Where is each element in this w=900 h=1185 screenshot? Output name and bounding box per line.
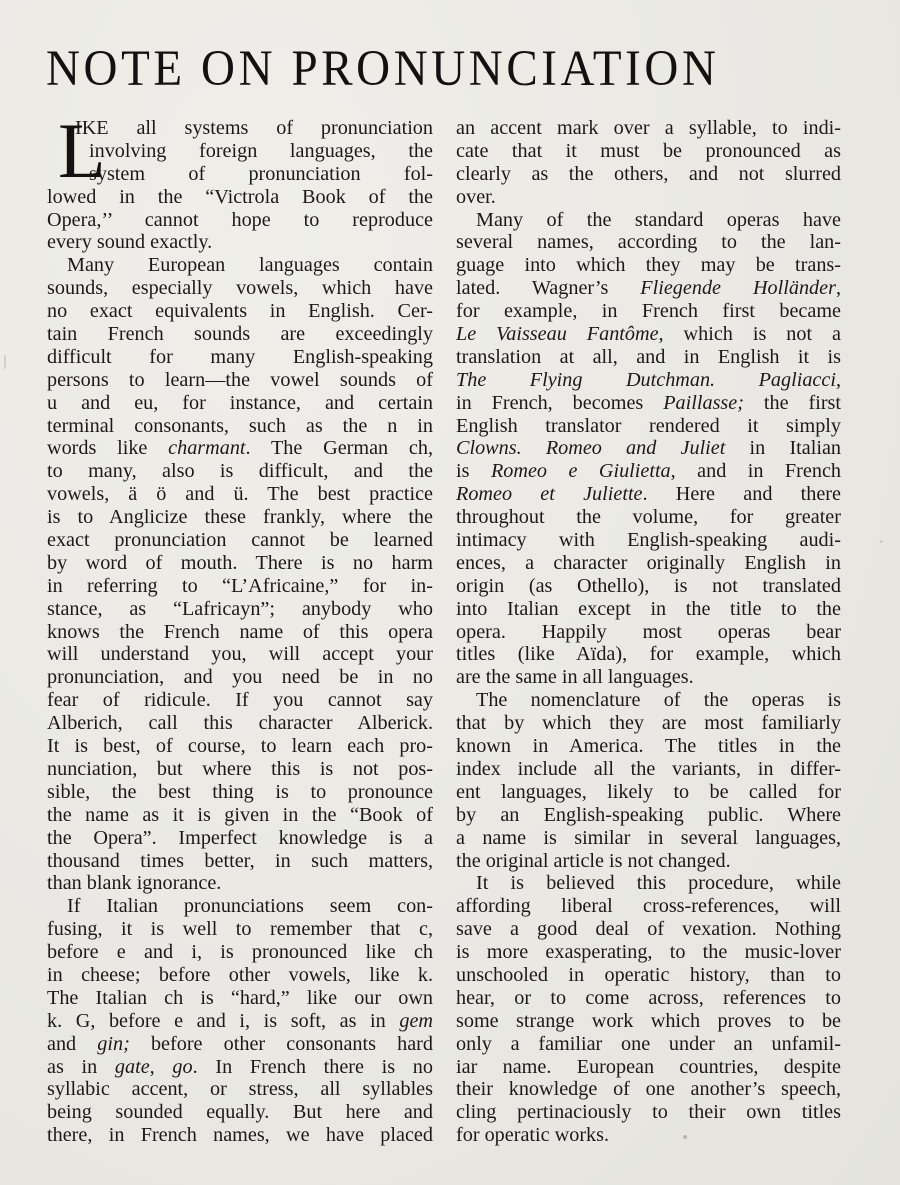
text-run: lated. Wagner’s bbox=[456, 277, 641, 300]
text-run: is to Anglicize these frankly, where the bbox=[47, 506, 433, 529]
text-line bbox=[456, 254, 841, 277]
text-line bbox=[456, 575, 841, 598]
text-line bbox=[456, 323, 841, 346]
text-line bbox=[456, 598, 841, 621]
text-run: k. G, before e and i, is soft, as in bbox=[47, 1009, 400, 1032]
text-line bbox=[456, 1101, 841, 1124]
italic-text: charmant bbox=[168, 437, 246, 460]
text-run: knows the French name of this opera bbox=[47, 620, 433, 643]
text-run: terminal consonants, such as the n in bbox=[47, 414, 433, 437]
text-line bbox=[456, 186, 841, 209]
text-line bbox=[47, 666, 433, 689]
text-run: the Opera”. Imperfect knowledge is a bbox=[47, 826, 433, 849]
text-run: syllabic accent, or stress, all syllables bbox=[47, 1078, 433, 1101]
text-run: in cheese; before other vowels, like k. bbox=[47, 963, 433, 986]
text-run: iar name. European countries, despite bbox=[456, 1055, 841, 1078]
text-line bbox=[456, 506, 841, 529]
text-line bbox=[47, 460, 433, 483]
text-run: origin (as Othello), is not translated bbox=[456, 574, 841, 597]
text-run: no exact equivalents in English. Cer- bbox=[47, 300, 433, 323]
text-run: will understand you, will accept your bbox=[47, 643, 433, 666]
text-run: . Here and there bbox=[642, 483, 841, 506]
text-run: It is believed this procedure, while bbox=[476, 872, 841, 895]
text-line bbox=[47, 529, 433, 552]
text-line bbox=[456, 1033, 841, 1056]
text-run: Alberich, call this character Alberick. bbox=[47, 712, 433, 735]
text-run: tain French sounds are exceedingly bbox=[47, 323, 433, 346]
italic-text: Romeo e Giulietta bbox=[490, 460, 671, 483]
text-run: sible, the best thing is to pronounce bbox=[47, 780, 433, 803]
text-run: English translator rendered it simply bbox=[456, 414, 841, 437]
text-line bbox=[47, 1033, 433, 1056]
left-column-text bbox=[47, 107, 433, 1147]
italic-text: Romeo et Juliette bbox=[456, 483, 643, 506]
text-run: IKE all systems of pronunciation bbox=[75, 117, 433, 139]
text-run: hear, or to come across, references to bbox=[456, 986, 841, 1009]
text-line bbox=[456, 1010, 841, 1033]
text-line bbox=[456, 987, 841, 1010]
text-line bbox=[456, 209, 841, 232]
text-line bbox=[456, 850, 841, 873]
text-run: the first bbox=[743, 391, 842, 414]
text-run: cate that it must be pronounced as bbox=[456, 139, 841, 162]
text-run: for operatic works. bbox=[456, 1124, 610, 1147]
italic-text: gin; bbox=[97, 1032, 130, 1055]
text-run: before other consonants hard bbox=[129, 1032, 433, 1055]
right-column-text bbox=[456, 117, 841, 1147]
text-run: Many of the standard operas have bbox=[476, 208, 841, 231]
text-run: exact pronunciation cannot be learned bbox=[47, 529, 433, 552]
text-run: nunciation, but where this is not pos- bbox=[47, 757, 433, 780]
text-line bbox=[456, 643, 841, 666]
text-run: ent languages, likely to be called for bbox=[456, 780, 841, 803]
text-line bbox=[47, 437, 433, 460]
text-run: stance, as “Lafricayn”; anybody who bbox=[47, 597, 433, 620]
text-run: known in America. The titles in the bbox=[456, 735, 841, 758]
text-run: clearly as the others, and not slurred bbox=[456, 162, 841, 185]
text-run: titles (like Aïda), for example, which bbox=[456, 643, 841, 666]
text-run: as in bbox=[47, 1055, 115, 1078]
left-column bbox=[47, 107, 433, 1147]
text-line bbox=[456, 392, 841, 415]
text-line bbox=[456, 163, 841, 186]
text-line bbox=[456, 827, 841, 850]
text-line bbox=[456, 1124, 841, 1147]
text-run: , bbox=[835, 277, 841, 300]
text-run: there, in French names, we have placed bbox=[47, 1124, 433, 1147]
text-line bbox=[456, 712, 841, 735]
text-run: is bbox=[456, 460, 491, 483]
text-line bbox=[47, 918, 433, 941]
text-line bbox=[47, 712, 433, 735]
text-line bbox=[456, 277, 841, 300]
italic-text: Le Vaisseau Fantôme bbox=[456, 323, 659, 346]
text-line bbox=[47, 964, 433, 987]
italic-text: Fliegende Holländer bbox=[640, 277, 836, 300]
text-run: affording liberal cross-references, will bbox=[456, 895, 841, 918]
page-title: NOTE ON PRONUNCIATION bbox=[46, 40, 720, 97]
text-run: the name as it is given in the “Book of bbox=[47, 803, 433, 826]
italic-text: gem bbox=[399, 1009, 433, 1032]
text-line bbox=[47, 1056, 433, 1079]
text-run: to many, also is difficult, and the bbox=[47, 460, 433, 483]
text-line bbox=[456, 689, 841, 712]
text-line bbox=[47, 598, 433, 621]
text-line bbox=[456, 918, 841, 941]
text-line bbox=[47, 827, 433, 850]
text-line bbox=[47, 300, 433, 323]
text-run: the original article is not changed. bbox=[456, 849, 731, 872]
text-line bbox=[47, 552, 433, 575]
text-line bbox=[456, 758, 841, 781]
text-run: . In French there is no bbox=[192, 1055, 433, 1078]
text-run: system of pronunciation fol- bbox=[89, 162, 433, 185]
text-line bbox=[456, 666, 841, 689]
text-run: fear of ridicule. If you cannot say bbox=[47, 689, 433, 712]
text-run: throughout the volume, for greater bbox=[456, 506, 841, 529]
text-run: Opera,’’ cannot hope to reproduce bbox=[47, 208, 433, 231]
text-run: , bbox=[149, 1055, 173, 1078]
text-run: by an English-speaking public. Where bbox=[456, 803, 841, 826]
text-run: u and eu, for instance, and certain bbox=[47, 391, 433, 414]
text-line bbox=[47, 231, 433, 254]
text-run: before e and i, is pronounced like ch bbox=[47, 941, 433, 964]
text-line bbox=[47, 1010, 433, 1033]
text-line bbox=[456, 415, 841, 438]
text-run: persons to learn—the vowel sounds of bbox=[47, 368, 433, 391]
text-run: in Italian bbox=[725, 437, 842, 460]
text-run: , and in French bbox=[670, 460, 841, 483]
text-line bbox=[456, 895, 841, 918]
text-line bbox=[47, 346, 433, 369]
text-run: involving foreign languages, the bbox=[89, 139, 433, 162]
text-line bbox=[456, 300, 841, 323]
text-run: every sound exactly. bbox=[47, 231, 213, 254]
text-run: save a good deal of vexation. Nothing bbox=[456, 918, 841, 941]
text-run: in referring to “L’Africaine,” for in- bbox=[47, 574, 433, 597]
text-run: The Italian ch is “hard,” like our own bbox=[47, 986, 433, 1009]
text-line bbox=[47, 1078, 433, 1101]
text-line bbox=[47, 209, 433, 232]
text-run: thousand times better, in such matters, bbox=[47, 849, 433, 872]
text-run: that by which they are most familiarly bbox=[456, 712, 841, 735]
text-run: their knowledge of one another’s speech, bbox=[456, 1078, 841, 1101]
text-line bbox=[47, 506, 433, 529]
text-run: cling pertinaciously to their own titles bbox=[456, 1101, 841, 1124]
text-run: intimacy with English-speaking audi- bbox=[456, 529, 841, 552]
text-line bbox=[47, 735, 433, 758]
text-run: index include all the variants, in differ- bbox=[456, 757, 841, 780]
text-run: , which is not a bbox=[658, 323, 841, 346]
text-run: It is best, of course, to learn each pro- bbox=[47, 735, 433, 758]
text-line bbox=[47, 987, 433, 1010]
text-line bbox=[47, 323, 433, 346]
italic-text: Paillasse; bbox=[663, 391, 744, 414]
italic-text: gate bbox=[114, 1055, 150, 1078]
text-line bbox=[47, 804, 433, 827]
text-line bbox=[456, 1078, 841, 1101]
text-line bbox=[456, 941, 841, 964]
text-line bbox=[47, 643, 433, 666]
text-line bbox=[456, 872, 841, 895]
text-line bbox=[47, 277, 433, 300]
text-run: in French, becomes bbox=[456, 391, 664, 414]
text-run: an accent mark over a syllable, to indi- bbox=[456, 117, 841, 139]
text-run: are the same in all languages. bbox=[456, 666, 694, 689]
text-run: into Italian except in the title to the bbox=[456, 597, 841, 620]
text-line bbox=[47, 621, 433, 644]
text-line bbox=[47, 850, 433, 873]
text-line bbox=[47, 895, 433, 918]
text-run: and bbox=[47, 1032, 98, 1055]
text-line bbox=[47, 872, 433, 895]
text-run: sounds, especially vowels, which have bbox=[47, 277, 433, 300]
text-run: Many European languages contain bbox=[67, 254, 433, 277]
text-run: , bbox=[835, 368, 841, 391]
text-line bbox=[47, 781, 433, 804]
text-line bbox=[456, 804, 841, 827]
text-line bbox=[456, 231, 841, 254]
text-run: vowels, ä ö and ü. The best practice bbox=[47, 483, 433, 506]
text-run: guage into which they may be trans- bbox=[456, 254, 841, 277]
text-run: translation at all, and in English it is bbox=[456, 345, 841, 368]
text-line bbox=[456, 735, 841, 758]
text-line bbox=[456, 117, 841, 140]
text-run: is more exasperating, to the music-lover bbox=[456, 941, 841, 964]
text-run: pronunciation, and you need be in no bbox=[47, 666, 433, 689]
text-run: If Italian pronunciations seem con- bbox=[67, 895, 433, 918]
paper-speck bbox=[4, 355, 6, 369]
text-run: for example, in French first became bbox=[456, 300, 841, 323]
right-column bbox=[456, 117, 841, 1147]
text-line bbox=[47, 1101, 433, 1124]
text-line bbox=[47, 369, 433, 392]
paper-speck bbox=[683, 1135, 687, 1139]
text-run: fusing, it is well to remember that c, bbox=[47, 918, 433, 941]
italic-text: The Flying Dutchman. Pagliacci bbox=[456, 368, 836, 391]
text-line bbox=[456, 437, 841, 460]
text-line bbox=[47, 758, 433, 781]
text-run: ences, a character originally English in bbox=[456, 551, 841, 574]
text-line bbox=[456, 483, 841, 506]
text-run: difficult for many English-speaking bbox=[47, 345, 433, 368]
text-line bbox=[456, 964, 841, 987]
text-line bbox=[47, 575, 433, 598]
text-run: over. bbox=[456, 185, 496, 208]
text-line bbox=[47, 254, 433, 277]
text-line bbox=[456, 140, 841, 163]
text-run: by word of mouth. There is no harm bbox=[47, 551, 433, 574]
paper-speck bbox=[880, 540, 883, 543]
text-line bbox=[47, 1124, 433, 1147]
text-line bbox=[456, 781, 841, 804]
text-run: lowed in the “Victrola Book of the bbox=[47, 185, 433, 208]
text-run: some strange work which proves to be bbox=[456, 1009, 841, 1032]
text-line bbox=[456, 529, 841, 552]
text-line bbox=[47, 415, 433, 438]
text-line bbox=[47, 483, 433, 506]
text-run: only a familiar one under an unfamil- bbox=[456, 1032, 841, 1055]
text-line bbox=[456, 621, 841, 644]
text-line bbox=[47, 941, 433, 964]
text-line bbox=[456, 460, 841, 483]
text-run: unschooled in operatic history, than to bbox=[456, 963, 841, 986]
text-run: several names, according to the lan- bbox=[456, 231, 841, 254]
text-line bbox=[456, 1056, 841, 1079]
text-run: a name is similar in several languages, bbox=[456, 826, 841, 849]
text-run: opera. Happily most operas bear bbox=[456, 620, 841, 643]
italic-text: go bbox=[172, 1055, 193, 1078]
text-line bbox=[456, 552, 841, 575]
drop-cap: L bbox=[58, 107, 106, 194]
text-run: The nomenclature of the operas is bbox=[476, 689, 841, 712]
text-run: words like bbox=[47, 437, 169, 460]
text-line bbox=[47, 689, 433, 712]
text-line bbox=[456, 346, 841, 369]
text-line bbox=[456, 369, 841, 392]
italic-text: Clowns. Romeo and Juliet bbox=[456, 437, 726, 460]
text-run: . The German ch, bbox=[245, 437, 433, 460]
text-run: being sounded equally. But here and bbox=[47, 1101, 433, 1124]
text-run: than blank ignorance. bbox=[47, 872, 222, 895]
text-line bbox=[47, 392, 433, 415]
